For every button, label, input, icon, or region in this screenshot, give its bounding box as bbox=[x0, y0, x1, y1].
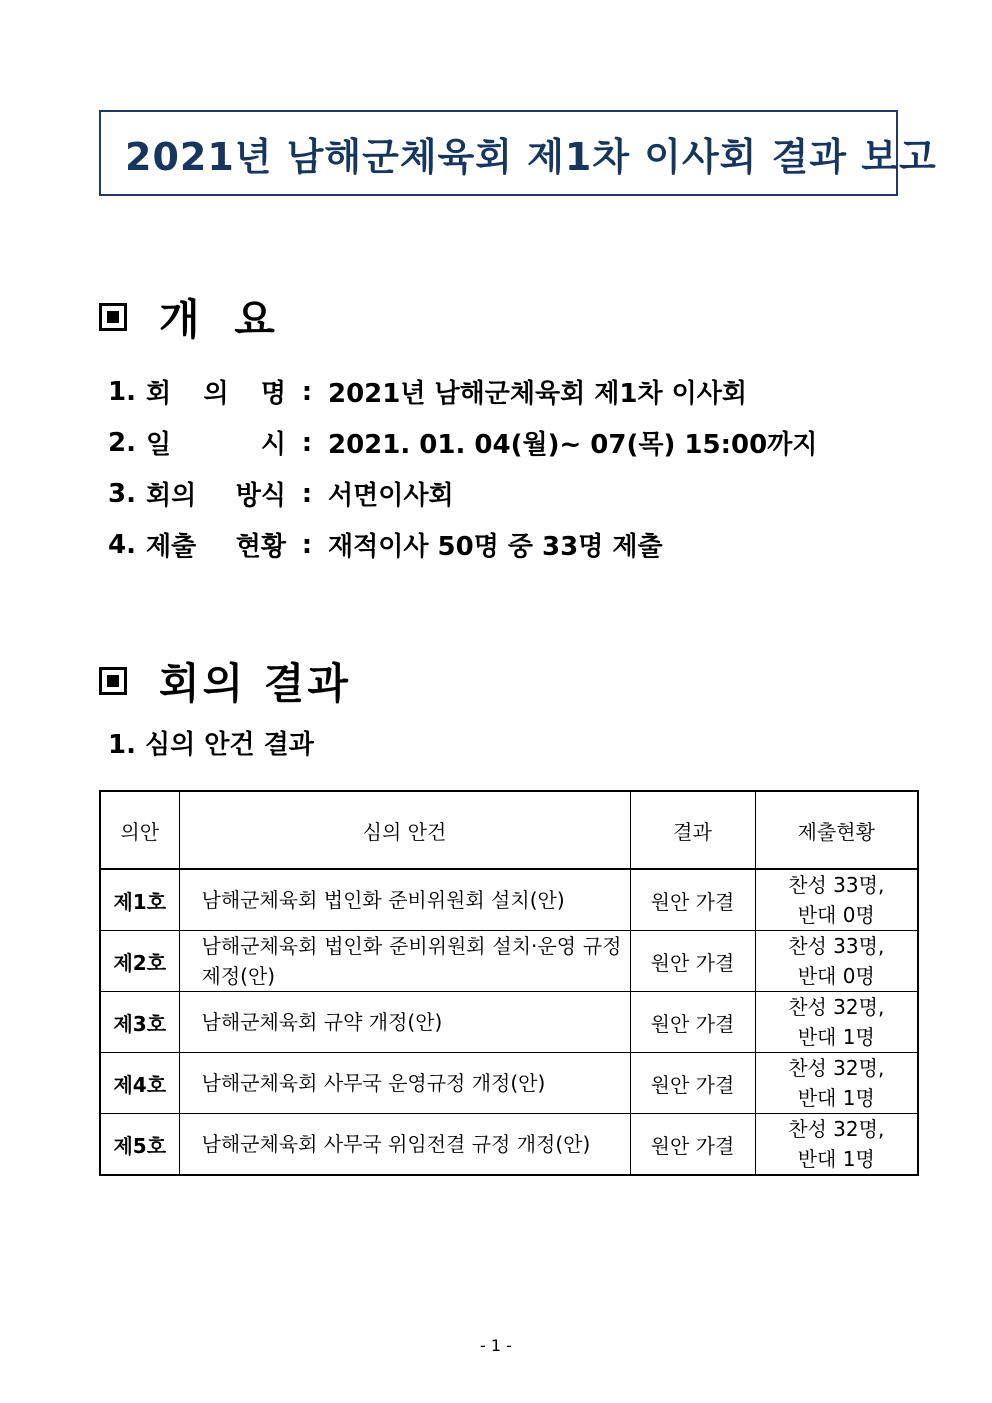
column-header-vote: 제출현황 bbox=[755, 791, 918, 869]
page-number: - 1 - bbox=[480, 1336, 512, 1355]
label-part: 회의 bbox=[146, 481, 197, 511]
table-row bbox=[100, 1053, 918, 1114]
agenda-result: 원안 가결 bbox=[630, 931, 755, 992]
label-part: 의 bbox=[203, 379, 229, 409]
agenda-result: 원안 가결 bbox=[630, 1053, 755, 1114]
table-row bbox=[100, 869, 918, 931]
overview-item-label bbox=[146, 526, 286, 563]
overview-item-label bbox=[146, 424, 286, 461]
overview-item bbox=[108, 366, 817, 417]
square-bullet-icon bbox=[99, 667, 127, 695]
overview-item-number: 4. bbox=[108, 529, 136, 560]
agenda-item: 남해군체육회 사무국 위임전결 규정 개정(안) bbox=[179, 1114, 630, 1176]
title-box bbox=[99, 110, 937, 196]
column-header-result: 결과 bbox=[630, 791, 755, 869]
section-overview-heading bbox=[99, 287, 285, 347]
agenda-item: 남해군체육회 사무국 운영규정 개정(안) bbox=[179, 1053, 630, 1114]
overview-item-label bbox=[146, 475, 286, 512]
label-part: 방식 bbox=[235, 481, 286, 511]
overview-item-value: 재적이사 50명 중 33명 제출 bbox=[328, 532, 663, 562]
table-header-row bbox=[100, 791, 918, 869]
vote-for: 찬성 32명, bbox=[788, 995, 885, 1019]
section-results-heading bbox=[99, 651, 351, 711]
colon: : bbox=[301, 478, 313, 509]
table-row bbox=[100, 931, 918, 992]
agenda-number: 제2호 bbox=[100, 931, 179, 992]
label-part: 제출 bbox=[146, 532, 197, 562]
agenda-vote bbox=[755, 869, 918, 931]
overview-list bbox=[108, 366, 817, 570]
results-subheading: 1. 심의 안건 결과 bbox=[108, 730, 314, 760]
overview-item-value: 2021. 01. 04(월)~ 07(목) 15:00까지 bbox=[328, 430, 818, 460]
colon: : bbox=[301, 376, 313, 407]
colon: : bbox=[301, 427, 313, 458]
overview-item-value: 서면이사회 bbox=[328, 481, 454, 511]
label-part: 회 bbox=[146, 379, 172, 409]
results-table bbox=[99, 790, 919, 1176]
agenda-item: 남해군체육회 규약 개정(안) bbox=[179, 992, 630, 1053]
label-part: 일 bbox=[146, 430, 172, 460]
vote-against: 반대 0명 bbox=[797, 903, 875, 927]
vote-for: 찬성 32명, bbox=[788, 1056, 885, 1080]
agenda-vote bbox=[755, 1053, 918, 1114]
agenda-number: 제3호 bbox=[100, 992, 179, 1053]
agenda-result: 원안 가결 bbox=[630, 869, 755, 931]
agenda-vote bbox=[755, 992, 918, 1053]
table-row bbox=[100, 992, 918, 1053]
agenda-item: 남해군체육회 법인화 준비위원회 설치·운영 규정 제정(안) bbox=[179, 931, 630, 992]
overview-heading-text: 개 요 bbox=[159, 295, 285, 344]
overview-item bbox=[108, 468, 817, 519]
label-part: 명 bbox=[260, 379, 286, 409]
results-heading-text: 회의 결과 bbox=[159, 659, 351, 708]
vote-against: 반대 1명 bbox=[797, 1086, 875, 1110]
agenda-number: 제1호 bbox=[100, 869, 179, 931]
agenda-vote bbox=[755, 1114, 918, 1176]
agenda-number: 제4호 bbox=[100, 1053, 179, 1114]
agenda-vote bbox=[755, 931, 918, 992]
overview-item-number: 2. bbox=[108, 427, 136, 458]
column-header-no: 의안 bbox=[100, 791, 179, 869]
overview-item-number: 1. bbox=[108, 376, 136, 407]
overview-item-label bbox=[146, 373, 286, 410]
vote-against: 반대 1명 bbox=[797, 1147, 875, 1171]
document-title: 2021년 남해군체육회 제1차 이사회 결과 보고 bbox=[125, 134, 937, 179]
vote-against: 반대 1명 bbox=[797, 1025, 875, 1049]
vote-against: 반대 0명 bbox=[797, 964, 875, 988]
agenda-item: 남해군체육회 법인화 준비위원회 설치(안) bbox=[179, 869, 630, 931]
vote-for: 찬성 33명, bbox=[788, 934, 885, 958]
colon: : bbox=[301, 529, 313, 560]
agenda-result: 원안 가결 bbox=[630, 992, 755, 1053]
overview-item bbox=[108, 519, 817, 570]
label-part: 시 bbox=[260, 430, 286, 460]
label-part: 현황 bbox=[235, 532, 286, 562]
vote-for: 찬성 33명, bbox=[788, 873, 885, 897]
column-header-item: 심의 안건 bbox=[179, 791, 630, 869]
overview-item bbox=[108, 417, 817, 468]
overview-item-value: 2021년 남해군체육회 제1차 이사회 bbox=[328, 379, 748, 409]
table-row bbox=[100, 1114, 918, 1176]
overview-item-number: 3. bbox=[108, 478, 136, 509]
vote-for: 찬성 32명, bbox=[788, 1117, 885, 1141]
agenda-number: 제5호 bbox=[100, 1114, 179, 1176]
square-bullet-icon bbox=[99, 303, 127, 331]
agenda-result: 원안 가결 bbox=[630, 1114, 755, 1176]
